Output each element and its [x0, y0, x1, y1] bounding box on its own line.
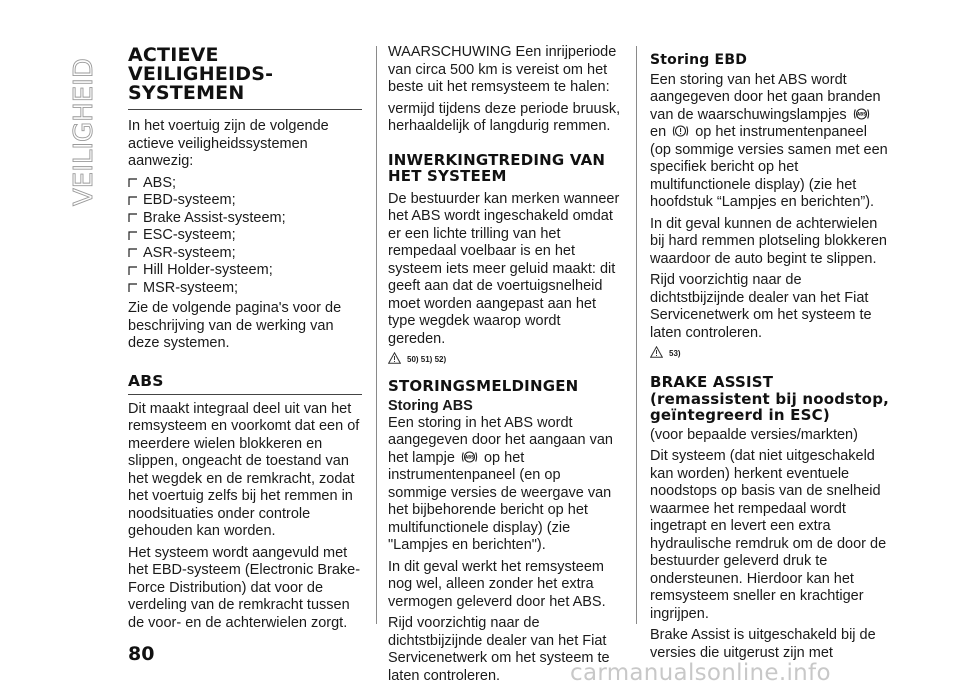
ebd-paragraph-3: Rijd voorzichtig naar de dichtstbijzijnde dealer van het Fiat Servicenetwerk om het systeem te laten controleren.	[650, 272, 872, 341]
ebd-paragraph-1	[650, 72, 890, 212]
abs-paragraph-2: Het systeem wordt aangevuld met het EBD-systeem (Electronic Brake-Force Distribution) dat voor de verdeling van de remkracht tussen de voor- en de achterwielen zorgt.	[128, 544, 361, 631]
ebd-text-a: Een storing van het ABS wordt aangegeven door het gaan branden van de waarschuwingslampjes	[650, 71, 881, 123]
checkbox-bullet-icon	[128, 248, 138, 258]
checkbox-bullet-icon	[128, 266, 138, 276]
activation-heading: INWERKINGTREDING VAN HET SYSTEEM	[388, 150, 606, 185]
page-title: ACTIEVE VEILIGHEIDS-SYSTEMEN	[128, 46, 362, 110]
abs-heading: ABS	[128, 373, 362, 395]
intro-text: In het voertuig zijn de volgende actieve veiligheidssystemen aanwezig:	[128, 118, 329, 169]
brake-assist-subtitle: (voor bepaalde versies/markten)	[650, 426, 858, 443]
checkbox-bullet-icon	[128, 213, 138, 223]
page-number: 80	[128, 643, 155, 665]
warning-paragraph-2: vermijd tijdens deze periode bruusk, herhaaldelijk of langdurig remmen.	[388, 100, 621, 134]
column-1	[128, 46, 362, 636]
abs-fault-paragraph-2: In dit geval werkt het remsysteem nog wel, alleen zonder het extra vermogen geleverd door het ABS.	[388, 558, 606, 610]
column-divider	[376, 46, 377, 624]
after-list-text: Zie de volgende pagina's voor de beschrijving van de werking van deze systemen.	[128, 300, 342, 351]
fault-messages-heading: STORINGSMELDINGEN	[388, 377, 579, 395]
svg-text:ABS: ABS	[856, 111, 866, 117]
list-item	[128, 210, 362, 228]
ebd-paragraph-2: In dit geval kunnen de achterwielen bij hard remmen plotseling blokkeren waardoor de auto begint te slippen.	[650, 215, 887, 267]
ebd-text-b: en	[650, 124, 667, 140]
section-tab	[64, 38, 104, 208]
warning-triangle-icon	[650, 346, 663, 358]
column-3	[650, 52, 890, 666]
checkbox-bullet-icon	[128, 178, 138, 188]
abs-fault-title: Storing ABS	[388, 397, 473, 414]
abs-paragraph-1: Dit maakt integraal deel uit van het remsysteem en voorkomt dat een of meerdere wielen blokkeren en slippen, ongeacht de toestand van het wegdek en de remkracht, zodat het voertuig zelfs bij het remmen in noodsituaties onder controle gehouden kan worden.	[128, 400, 360, 539]
svg-text:ABS: ABS	[464, 454, 474, 460]
list-item-label: ABS;	[143, 174, 177, 191]
list-item-label: ESC-systeem;	[143, 227, 236, 243]
abs-fault-text-a: Een storing in het ABS wordt aangegeven door het aangaan van het lampje	[388, 414, 613, 466]
ebd-text-c: op het instrumentenpaneel (op sommige versies samen met een specifiek bericht op het multifunctionele display) (zie het hoofdstuk “Lampjes en berichten”).	[650, 124, 888, 210]
list-item	[128, 227, 362, 245]
list-item	[128, 245, 362, 263]
section-tab-label: VEILIGHEID	[69, 58, 99, 206]
list-item-label: ASR-systeem;	[143, 244, 236, 261]
checkbox-bullet-icon	[128, 231, 138, 241]
activation-paragraph: De bestuurder kan merken wanneer het ABS wordt ingeschakeld omdat er een lichte trilling van het rempedaal voelbaar is en het systeem iets meer geluid maakt: dit geeft aan dat de voertuigsnelheid moet worden aangepast aan het type wegdek waarop wordt gereden.	[388, 190, 620, 347]
list-item-label: MSR-systeem;	[143, 279, 239, 296]
ebd-fault-title: Storing EBD	[650, 52, 748, 68]
list-item-label: Hill Holder-systeem;	[143, 262, 273, 278]
warning-paragraph-1: WAARSCHUWING Een inrijperiode van circa 500 km is vereist om het beste uit het remsysteem te halen:	[388, 44, 617, 95]
abs-fault-text-b: op het instrumentenpaneel (en op sommige versies de weergave van het bijbehorende bericht op het multifunctionele display) (zie "Lampjes en berichten").	[388, 449, 612, 553]
list-item	[128, 280, 362, 298]
abs-warning-lamp-icon	[461, 450, 478, 464]
systems-list	[128, 175, 362, 298]
warning-references	[650, 346, 890, 358]
brake-assist-paragraph-1: Dit systeem (dat niet uitgeschakeld kan worden) herkent eventuele noodstops op basis van de snelheid waarmee het rempedaal wordt ingetrapt en levert een extra hydraulische remdruk om de door de bestuurder geleverd druk te ondersteunen. Hierdoor kan het remsysteem sneller en krachtiger ingrijpen.	[650, 448, 887, 622]
list-item-label: EBD-systeem;	[143, 192, 236, 208]
list-item	[128, 175, 362, 193]
abs-warning-lamp-icon	[853, 107, 870, 121]
column-2	[388, 44, 621, 689]
brake-assist-paragraph-2: Brake Assist is uitgeschakeld bij de versies die uitgerust zijn met	[650, 627, 876, 661]
reference-numbers: 50) 51) 52)	[407, 355, 447, 364]
abs-fault-paragraph-1	[388, 415, 621, 555]
warning-triangle-icon	[388, 352, 401, 364]
reference-number: 53)	[669, 349, 681, 358]
brake-warning-lamp-icon	[672, 124, 689, 138]
checkbox-bullet-icon	[128, 283, 138, 293]
list-item	[128, 262, 362, 280]
watermark: carmanualsonline.info	[570, 660, 831, 686]
list-item	[128, 192, 362, 210]
list-item-label: Brake Assist-systeem;	[143, 209, 286, 226]
checkbox-bullet-icon	[128, 196, 138, 206]
column-divider	[636, 46, 637, 624]
warning-references	[388, 352, 621, 364]
brake-assist-heading: BRAKE ASSIST (remassistent bij noodstop, geïntegreerd in ESC)	[650, 373, 890, 424]
abs-fault-paragraph-3: Rijd voorzichtig naar de dichtstbijzijnde dealer van het Fiat Servicenetwerk om het systeem te laten controleren.	[388, 615, 610, 684]
